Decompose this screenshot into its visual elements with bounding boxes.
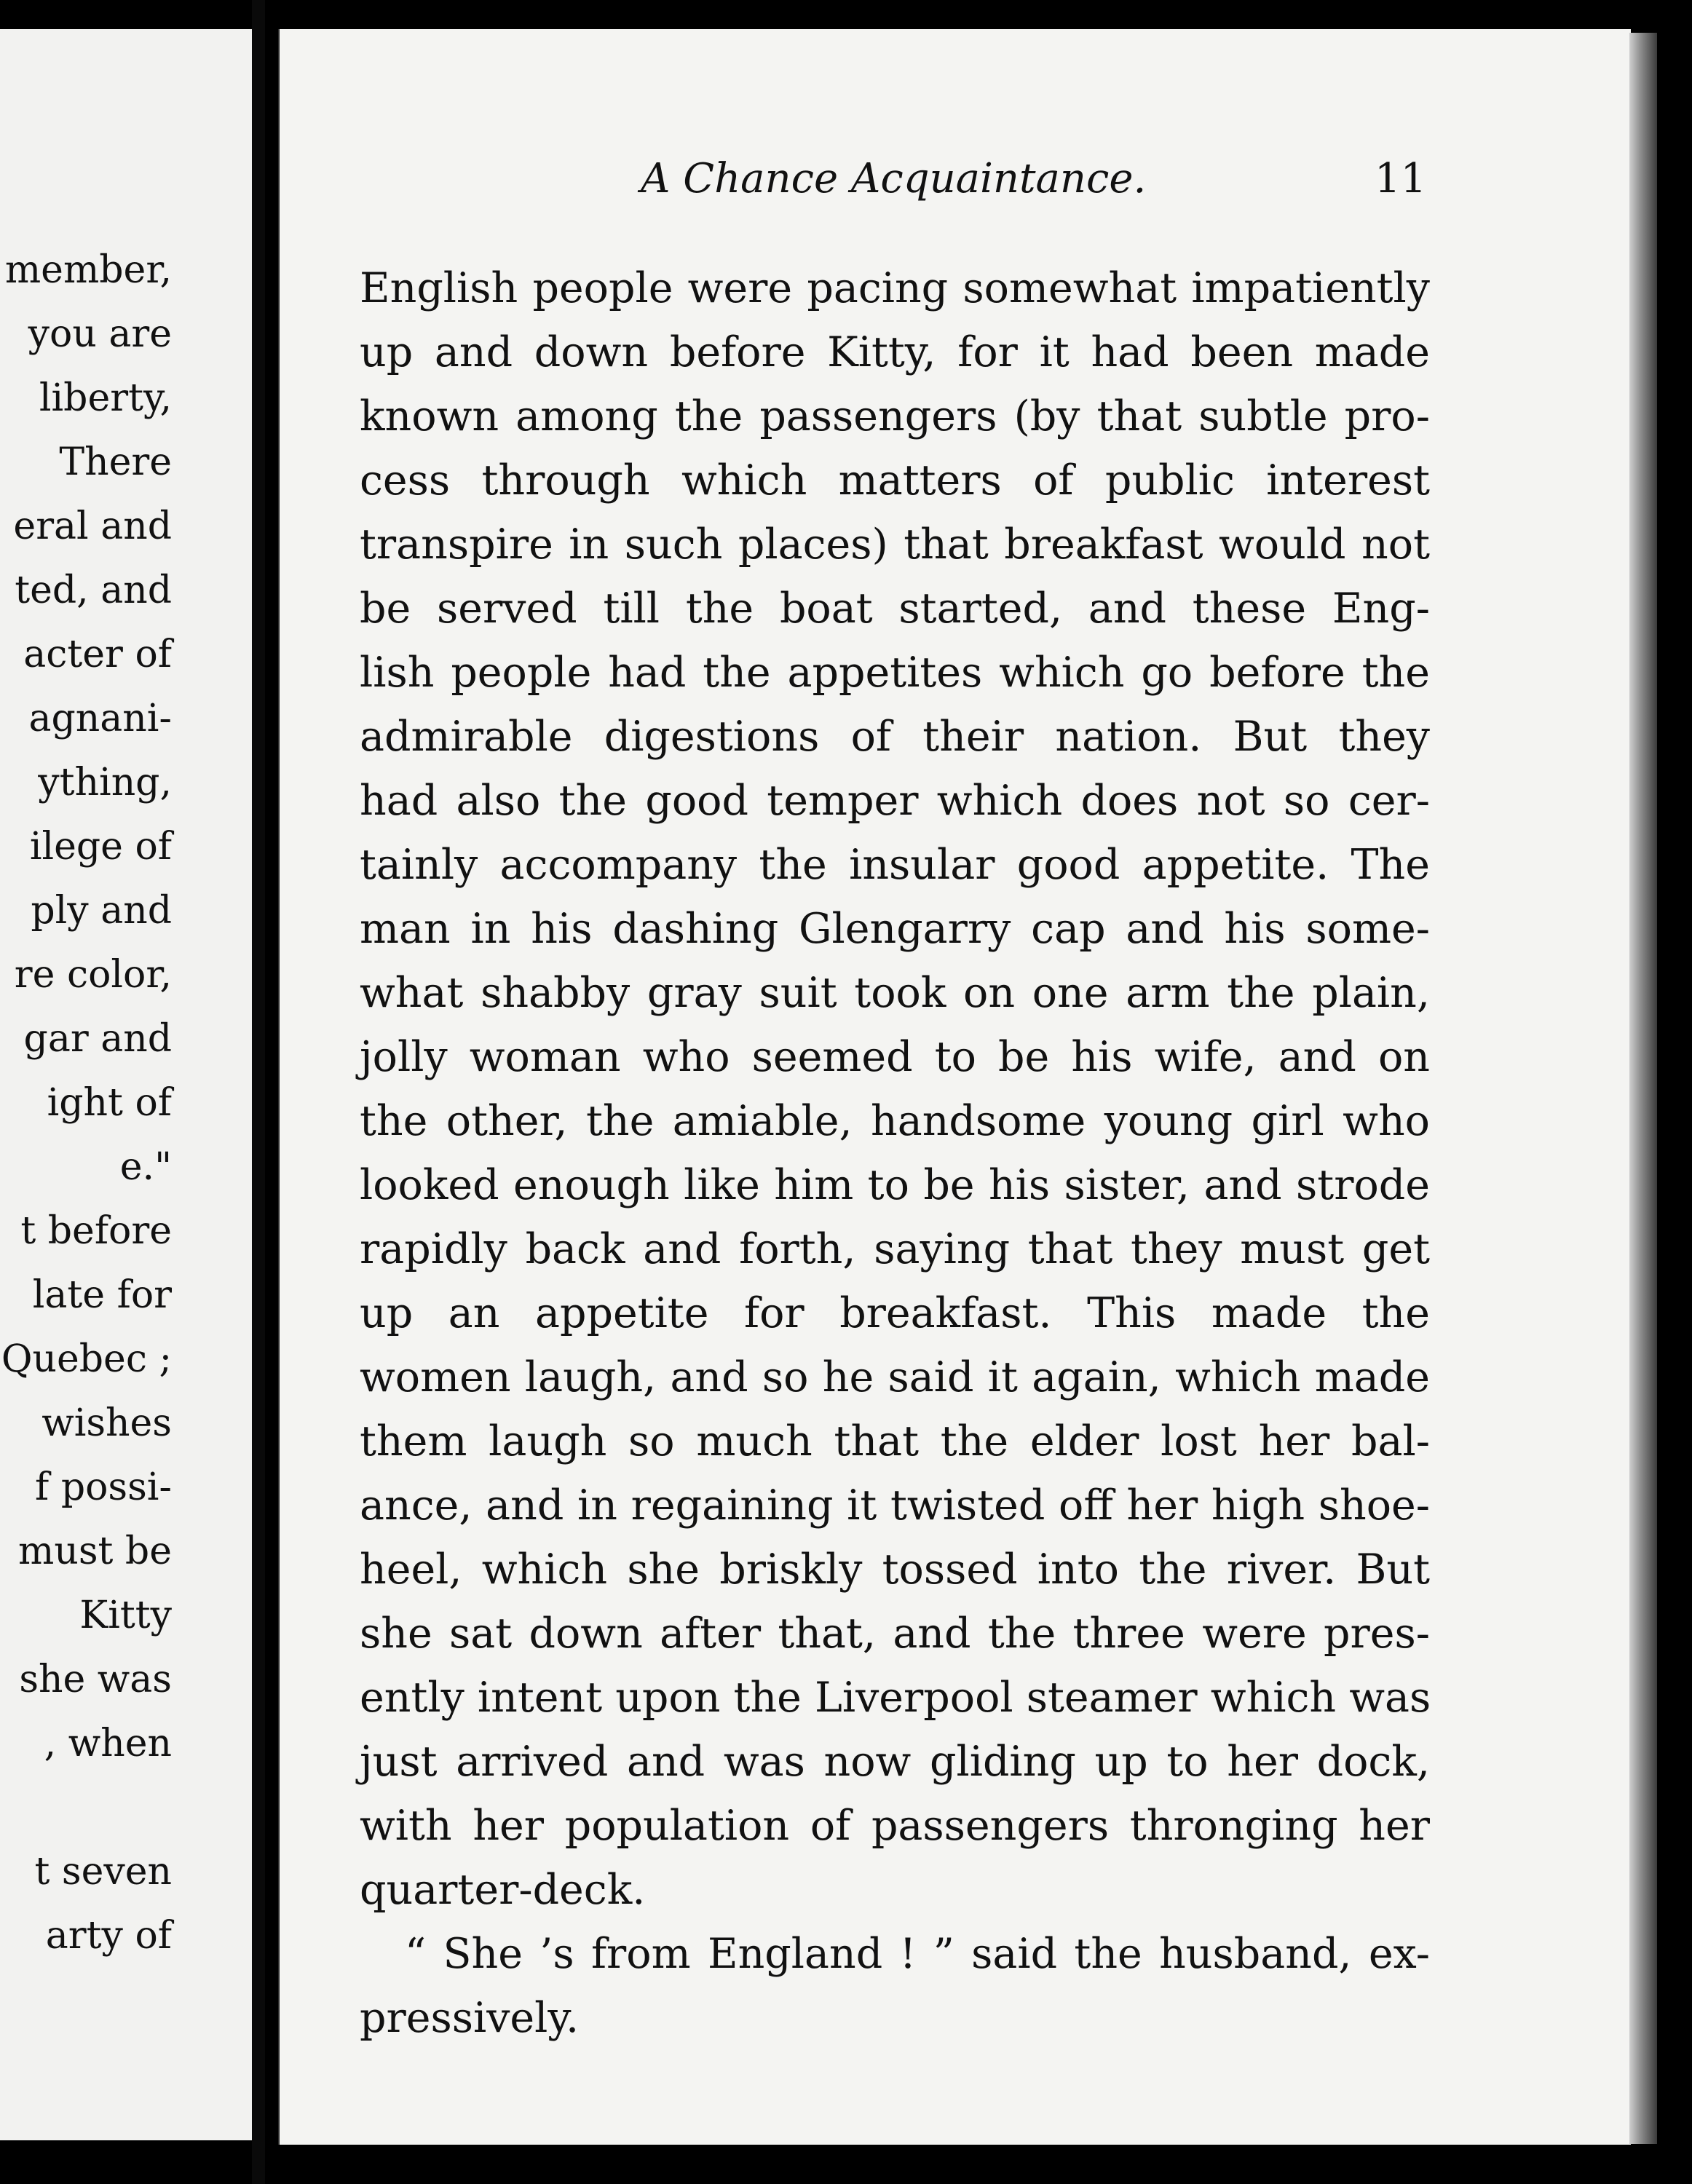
text-line: be served till the boat started, and these Eng- xyxy=(360,585,1430,633)
left-page-line: ilege of xyxy=(29,825,172,869)
text-line: them laugh so much that the elder lost her bal- xyxy=(360,1417,1430,1465)
left-page-line: member, xyxy=(4,248,172,292)
text-line: heel, which she briskly tossed into the river. But xyxy=(360,1546,1430,1594)
page-edge-shadow xyxy=(1629,33,1657,2144)
text-line: with her population of passengers thronging her xyxy=(360,1802,1430,1850)
left-page-line: Quebec ; xyxy=(1,1337,172,1381)
previous-page-fragment xyxy=(0,29,252,2140)
text-line: had also the good temper which does not so cer- xyxy=(360,777,1430,825)
text-line: looked enough like him to be his sister, and strode xyxy=(360,1161,1430,1209)
left-page-line: t before xyxy=(20,1209,172,1253)
text-line: ance, and in regaining it twisted off her high shoe- xyxy=(360,1481,1430,1530)
text-line: ently intent upon the Liverpool steamer which was xyxy=(360,1674,1431,1722)
left-page-line: you are xyxy=(28,312,172,356)
text-line: known among the passengers (by that subtle pro- xyxy=(360,392,1430,440)
left-page-line: ted, and xyxy=(15,569,172,612)
left-page-line: , when xyxy=(44,1722,172,1765)
page-number: 11 xyxy=(1375,155,1427,202)
text-line: women laugh, and so he said it again, which made xyxy=(360,1353,1430,1401)
text-line: just arrived and was now gliding up to her dock, xyxy=(360,1738,1430,1786)
text-line: English people were pacing somewhat impatiently xyxy=(360,264,1430,312)
text-line: “ She ’s from England ! ” said the husband, ex- xyxy=(405,1930,1430,1978)
left-page-line: t seven xyxy=(34,1850,172,1894)
left-page-line: late for xyxy=(32,1273,172,1317)
text-line: rapidly back and forth, saying that they must get xyxy=(360,1225,1430,1273)
left-page-line: ight of xyxy=(47,1081,172,1125)
left-page-line: agnani- xyxy=(28,697,172,740)
text-line: quarter-deck. xyxy=(360,1866,646,1914)
text-line: lish people had the appetites which go before the xyxy=(360,649,1430,697)
text-line: jolly woman who seemed to be his wife, and on xyxy=(360,1033,1430,1081)
text-line: she sat down after that, and the three were pres- xyxy=(360,1610,1430,1658)
left-page-line: re color, xyxy=(14,953,172,997)
left-page-line: liberty, xyxy=(39,376,172,420)
left-page-line: eral and xyxy=(13,505,172,548)
text-line: tainly accompany the insular good appetite. The xyxy=(360,841,1430,889)
text-line: the other, the amiable, handsome young girl who xyxy=(360,1097,1430,1145)
left-page-line: There xyxy=(59,440,172,484)
running-head: A Chance Acquaintance. xyxy=(641,155,1147,202)
text-line: what shabby gray suit took on one arm the plain, xyxy=(360,969,1430,1017)
left-page-line: arty of xyxy=(45,1914,172,1958)
text-line: up and down before Kitty, for it had been made xyxy=(360,328,1430,376)
text-line: cess through which matters of public interest xyxy=(360,456,1430,505)
left-page-line: acter of xyxy=(23,633,172,676)
left-page-line: f possi- xyxy=(35,1465,172,1509)
left-page-line: must be xyxy=(18,1530,172,1573)
text-line: up an appetite for breakfast. This made the xyxy=(360,1289,1430,1337)
left-page-line: ply and xyxy=(31,889,172,933)
left-page-line: e." xyxy=(119,1145,172,1189)
text-line: man in his dashing Glengarry cap and his some- xyxy=(360,905,1430,953)
left-page-line: she was xyxy=(19,1658,172,1701)
left-page-line: gar and xyxy=(23,1017,172,1061)
left-page-line: Kitty xyxy=(79,1594,172,1637)
text-line: pressively. xyxy=(360,1994,580,2042)
left-page-line: wishes xyxy=(41,1401,172,1445)
text-line: transpire in such places) that breakfast would not xyxy=(360,521,1430,569)
book-gutter xyxy=(252,0,265,2184)
text-line: admirable digestions of their nation. But they xyxy=(360,713,1430,761)
left-page-line: ything, xyxy=(38,761,172,804)
